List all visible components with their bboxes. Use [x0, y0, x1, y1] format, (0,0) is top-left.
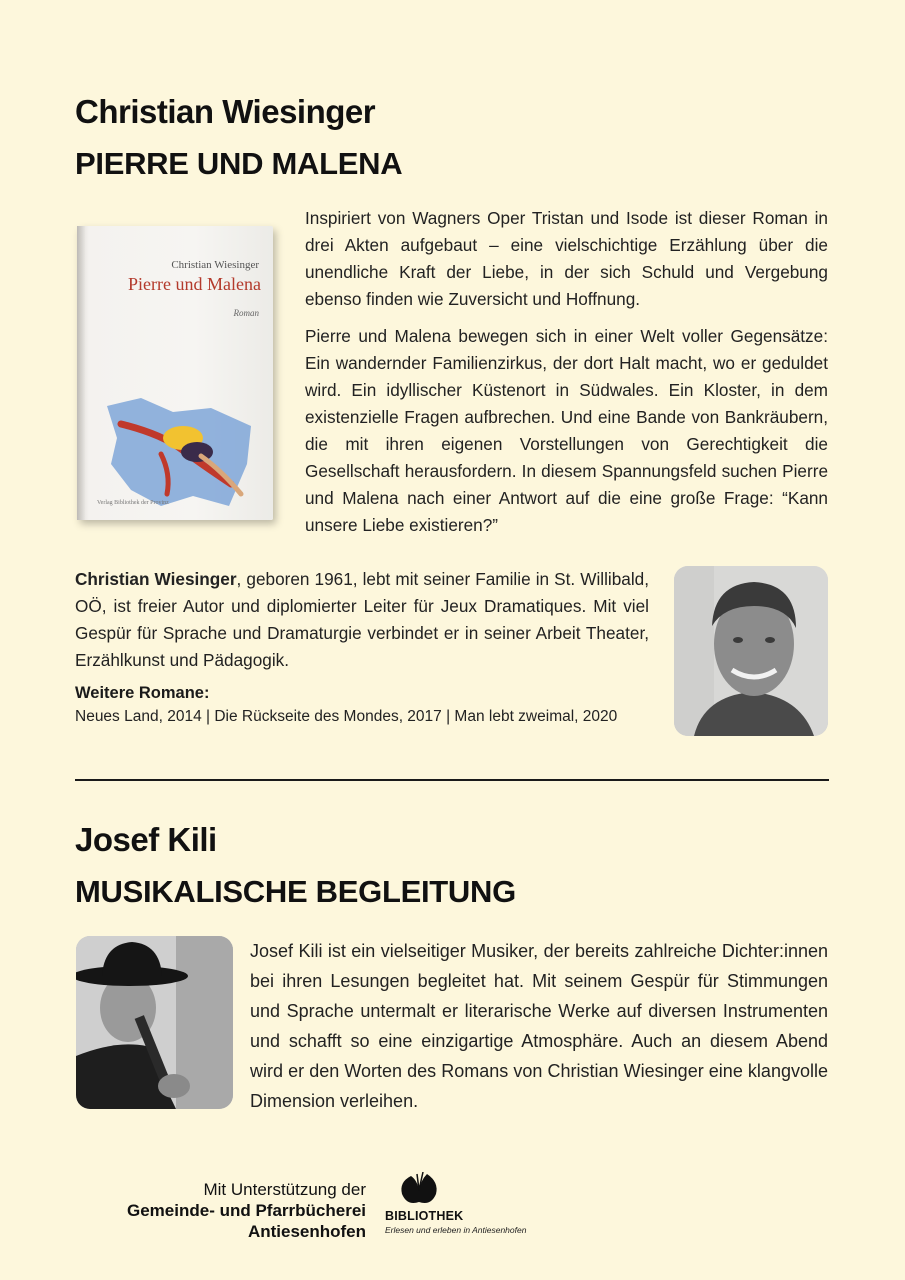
book-cover-title: Pierre und Malena [128, 274, 261, 294]
support-line-3: Antiesenhofen [247, 1222, 366, 1241]
book-spine [77, 226, 85, 520]
support-line-1: Mit Unterstützung der [203, 1180, 366, 1199]
description-paragraph-2: Pierre und Malena bewegen sich in einer Welt voller Gegensätze: Ein wandernder Familienzirkus, der dort Halt macht, wo er geduldet wird. Ein idyllischer Küstenort in Südwales. Ein Kloster, in dem existenzielle Fragen aufbrechen. Und eine Bande von Bankräubern, die mit ihren eigenen Vorstellungen von Gerechtigkeit die Gesellschaft herausfordern. In diesem Spannungsfeld suchen Pierre und Malena nach einer Antwort auf die eine große Frage: “Kann unsere Liebe existieren?” [305, 326, 828, 535]
bio-paragraph [75, 566, 649, 674]
musician-paragraph: Josef Kili ist ein vielseitiger Musiker, der bereits zahlreiche Dichter:innen bei ihren Lesungen begleitet hat. Mit seinem Gespür für Stimmungen und Sprache untermalt er literarische Werke auf diversen Instrumenten und schafft so eine einzigartige Atmosphäre. Auch an diesem Abend wird er den Worten des Romans von Christian Wiesinger eine klangvolle Dimension verleihen. [250, 941, 828, 1111]
musical-accompaniment-heading: MUSIKALISCHE BEGLEITUNG [75, 874, 516, 909]
book-cover [77, 226, 273, 520]
bio-text: , geboren 1961, lebt mit seiner Familie in St. Willibald, OÖ, ist freier Autor und diplomierter Leiter für Jeux Dramatiques. Mit viel Gespür für Sprache und Dramaturgie verbindet er in seiner Arbeit Theater, Erzählkunst und Pädagogik. [75, 569, 649, 670]
bio-name: Christian Wiesinger [75, 569, 237, 589]
musician-photo [76, 936, 233, 1109]
more-novels-list: Neues Land, 2014 | Die Rückseite des Mondes, 2017 | Man lebt zweimal, 2020 [75, 708, 618, 725]
author-name-heading: Christian Wiesinger [75, 93, 376, 130]
author-bio [75, 566, 649, 726]
book-cover-author: Christian Wiesinger [171, 259, 259, 271]
musician-name-heading: Josef Kili [75, 821, 217, 858]
book-cover-publisher: Verlag Bibliothek der Provinz [97, 500, 169, 506]
butterfly-icon [399, 1172, 439, 1206]
book-cover-illustration [101, 394, 261, 514]
book-description [305, 205, 828, 539]
more-novels-label: Weitere Romane: [75, 684, 210, 702]
support-credit [60, 1180, 366, 1242]
book-cover-genre: Roman [233, 308, 259, 318]
book-title-heading: PIERRE UND MALENA [75, 146, 403, 181]
author-photo [674, 566, 828, 736]
description-paragraph-1: Inspiriert von Wagners Oper Tristan und Isode ist dieser Roman in drei Akten aufgebaut – eine vielschichtige Erzählung über die unendliche Kraft der Liebe, in der sich Schuld und Vergebung ebenso finden wie Zuversicht und Hoffnung. [305, 208, 828, 309]
support-line-2: Gemeinde- und Pfarrbücherei [127, 1201, 366, 1220]
library-logo-word: BIBLIOTHEK [385, 1209, 464, 1223]
section-divider [75, 779, 829, 781]
library-logo-tagline: Erlesen und erleben in Antiesenhofen [385, 1225, 527, 1235]
musician-description [250, 936, 828, 1116]
